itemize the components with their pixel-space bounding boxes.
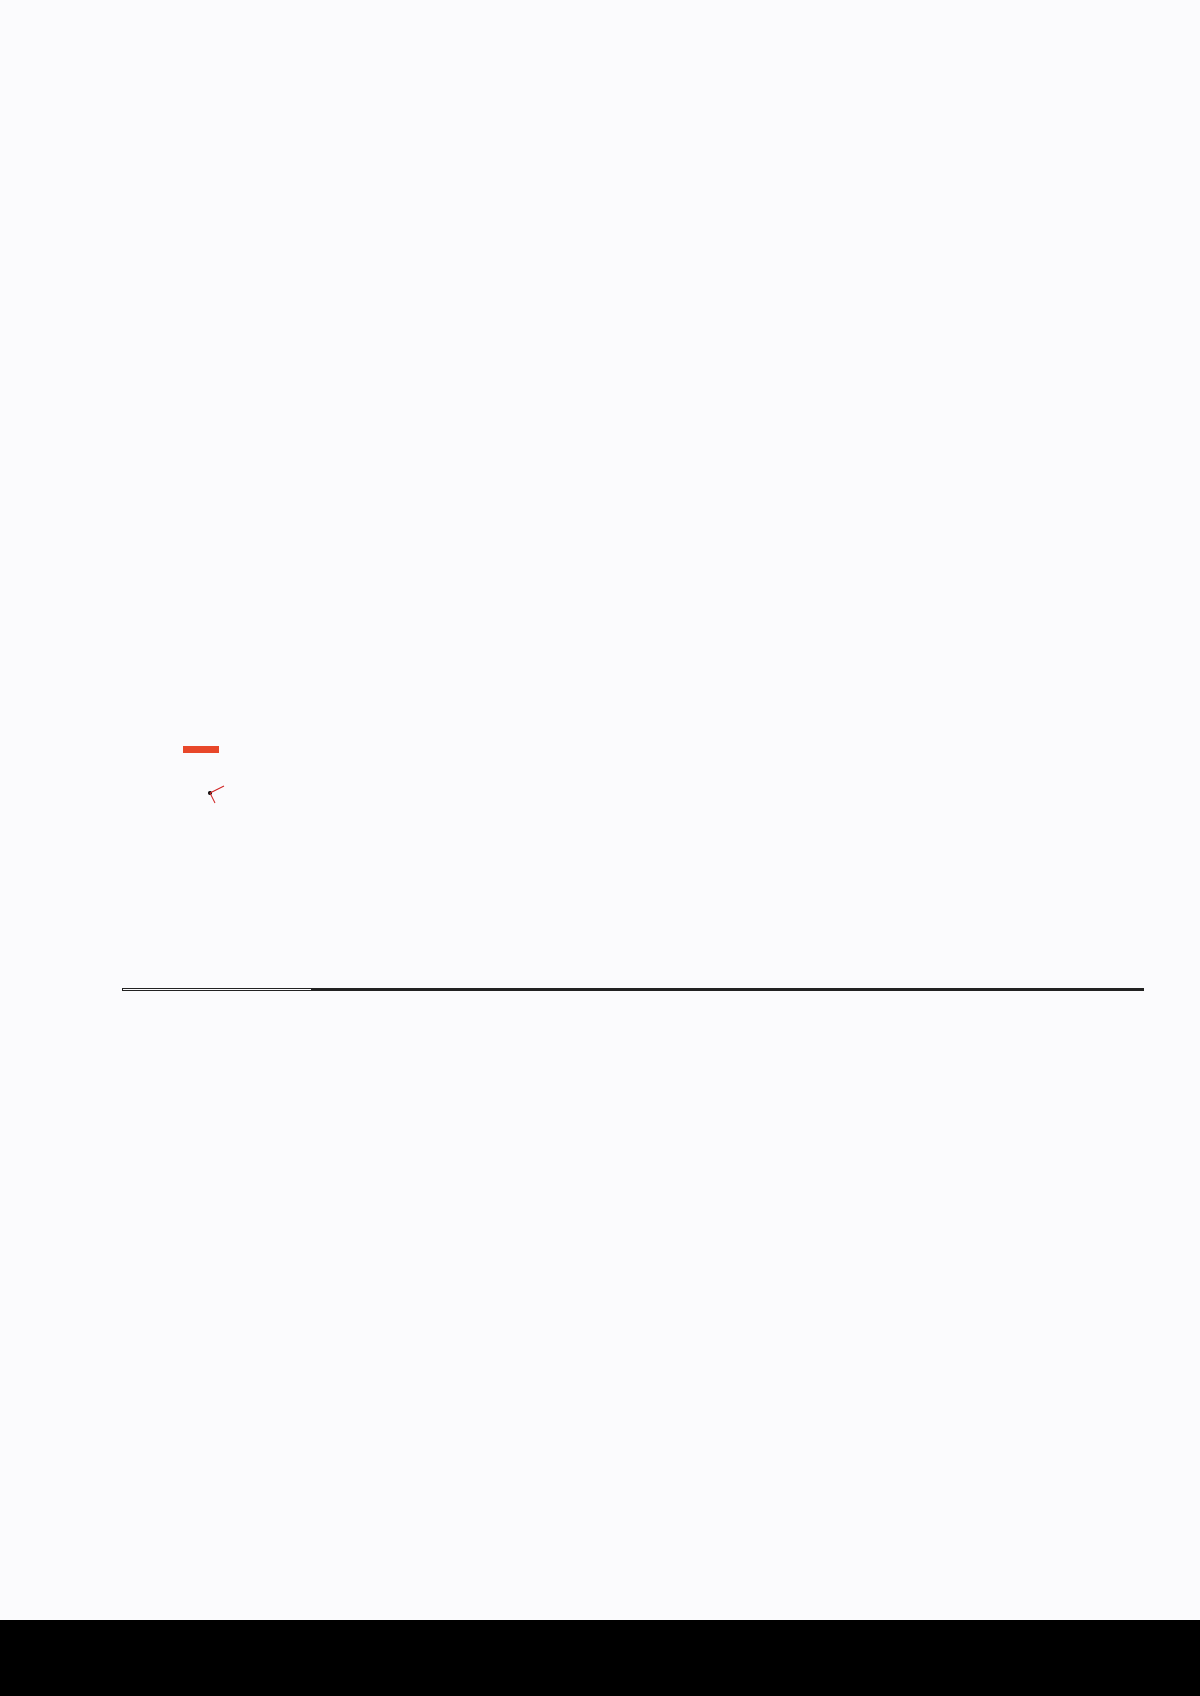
boundary-plan xyxy=(0,180,1200,700)
boundary-legend-swatch xyxy=(183,746,219,753)
coordinates-table xyxy=(122,988,1144,991)
point-number-header xyxy=(123,989,312,991)
y-column-header xyxy=(728,990,1144,991)
point-marker-legend-icon xyxy=(190,768,240,812)
legend-point-tick-1 xyxy=(210,786,224,793)
x-column-header xyxy=(312,990,728,991)
scan-bottom-border xyxy=(0,1620,1200,1696)
legend-point-tick-2 xyxy=(210,793,215,803)
